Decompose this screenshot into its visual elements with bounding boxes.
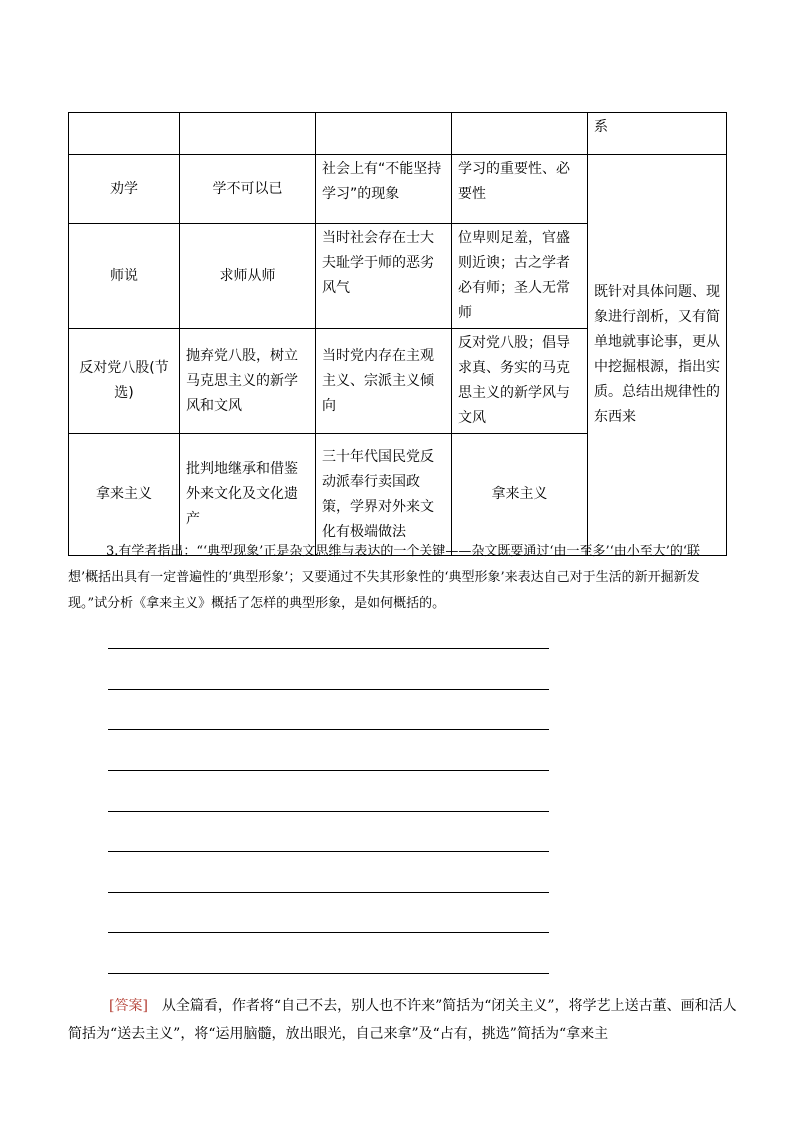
content-cell: 反对党八股；倡导求真、务实的马克思主义的新学风与文风 [452,329,588,434]
answer-line[interactable] [108,689,549,690]
answer-tag: [答案] [109,998,148,1014]
essay-title-cell: 拿来主义 [69,434,180,556]
view-cell: 抛弃党八股，树立马克思主义的新学风和文风 [180,329,316,434]
background-cell: 当时党内存在主观主义、宗派主义倾向 [316,329,452,434]
feature-cell: 既针对具体问题、现象进行剖析，又有简单地就事论事，更从中挖掘根源，指出实质。总结出规律性的东西来 [588,155,727,556]
answer-line[interactable] [108,932,549,933]
table-row [69,155,727,224]
content-cell: 学习的重要性、必要性 [452,155,588,224]
view-cell: 批判地继承和借鉴外来文化及文化遗产 [180,434,316,556]
table-cell: 系 [588,113,727,155]
answer-line[interactable] [108,892,549,893]
question-text: 3.有学者指出：“‘典型现象’正是杂文思维与表达的一个关键——杂文既要通过‘由一至多’‘由小至大’的‘联想’概括出具有一定普遍性的‘典型形象’；又要通过不失其形象性的‘典型形象’来表达自己对于生活的新开掘新发现。”试分析《拿来主义》概括了怎样的典型形象，是如何概括的。 [68,544,700,611]
background-cell: 当时社会存在士大夫耻学于师的恶劣风气 [316,224,452,329]
essay-title-cell: 反对党八股(节选) [69,329,180,434]
table-cell [452,113,588,155]
content-cell: 位卑则足羞，官盛则近谀；古之学者必有师；圣人无常师 [452,224,588,329]
answer-line[interactable] [108,851,549,852]
table-cell [180,113,316,155]
answer-line[interactable] [108,811,549,812]
view-cell: 求师从师 [180,224,316,329]
background-cell: 三十年代国民党反动派奉行卖国政策，学界对外来文化有极端做法 [316,434,452,556]
content-cell: 拿来主义 [452,434,588,556]
answer-line[interactable] [108,648,549,649]
table-cell [316,113,452,155]
answer-paragraph [68,992,744,1048]
answer-line[interactable] [108,973,549,974]
table-row [69,113,727,155]
table-cell [69,113,180,155]
view-cell: 学不可以已 [180,155,316,224]
answer-line[interactable] [108,770,549,771]
answer-text: 从全篇看，作者将“自己不去，别人也不许来”简括为“闭关主义”，将学艺上送古董、画和活人简括为“送去主义”，将“运用脑髓，放出眼光，自己来拿”及“占有，挑选”简括为“拿来主 [68,998,737,1042]
essay-title-cell: 劝学 [69,155,180,224]
background-cell: 社会上有“不能坚持学习”的现象 [316,155,452,224]
comparison-table [68,112,727,556]
answer-line[interactable] [108,729,549,730]
essay-title-cell: 师说 [69,224,180,329]
